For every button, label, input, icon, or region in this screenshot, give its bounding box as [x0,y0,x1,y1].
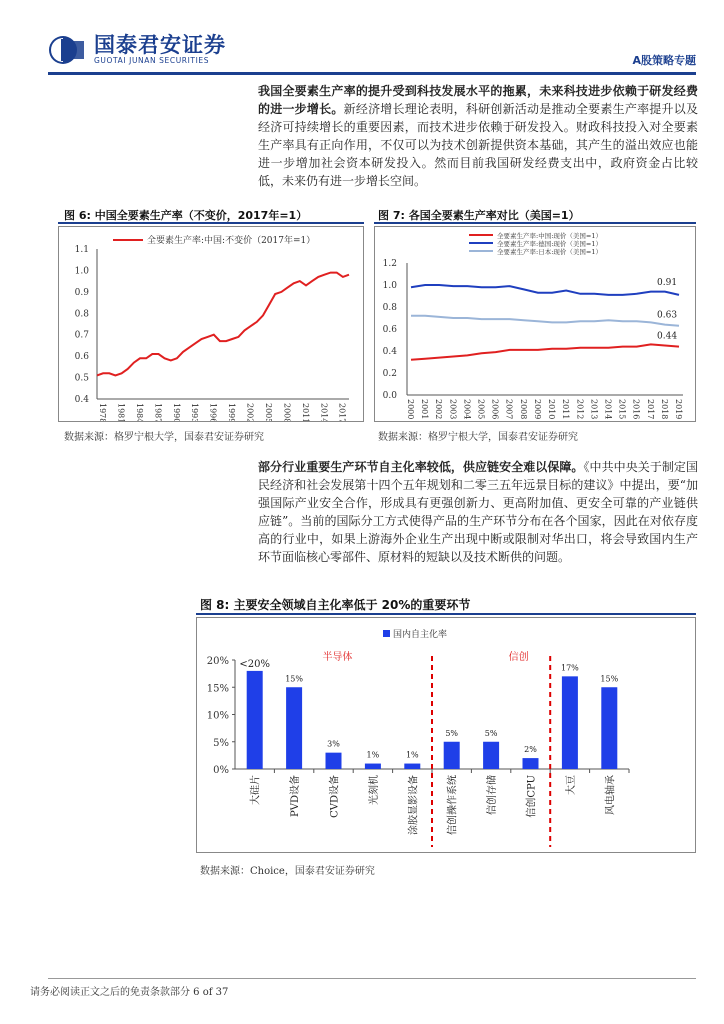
fig8-bar-label: 3% [327,739,340,749]
fig7-x-tick-label: 2005 [476,399,486,420]
fig6-y-tick-label: 1.1 [74,245,89,255]
fig7-x-tick-label: 2018 [659,399,669,420]
fig8-title-rule [196,613,696,615]
fig8-chart-frame [196,617,696,853]
fig7-chart-frame [374,226,696,422]
fig7-x-tick-label: 2015 [617,399,627,420]
fig7-x-tick-label: 2017 [645,399,655,420]
fig6-x-tick-label: 1981 [116,403,126,421]
fig7-source: 数据来源：格罗宁根大学，国泰君安证券研究 [378,432,578,443]
fig6-title-rule [58,222,364,224]
fig8-bar-label: 15% [600,674,619,684]
fig6-x-tick-label: 2011 [300,403,310,421]
fig7-x-tick-label: 2016 [631,399,641,420]
fig8-bar-label: 17% [561,663,579,673]
footer-disclaimer: 请务必阅读正文之后的免责条款部分 6 of 37 [30,987,229,998]
fig8-x-tick-label: 大豆 [565,775,577,795]
fig8-y-tick-label: 15% [206,683,229,695]
fig6-y-tick-label: 0.7 [74,330,89,341]
fig8-bar [404,764,420,769]
fig6-series-line [97,273,349,376]
fig8-bar [483,742,499,769]
fig6-x-tick-label: 1993 [190,403,200,421]
fig6-x-tick-label: 2002 [245,403,255,421]
fig7-x-tick-label: 2000 [406,399,415,420]
fig7-series-line-2 [411,316,679,326]
fig6-y-tick-label: 1.0 [74,266,89,277]
fig7-end-label-2: 0.63 [657,310,678,321]
fig7-y-tick-label: 1.2 [382,259,397,269]
fig8-bar-label: 5% [484,728,498,738]
fig6-x-tick-label: 2008 [282,403,292,421]
fig6-x-tick-label: 1996 [208,403,218,421]
fig8-x-tick-label: 信创操作系统 [447,775,459,835]
fig7-x-tick-label: 2012 [575,399,585,420]
fig8-x-tick-label: PVD设备 [290,775,302,817]
fig8-y-tick-label: 20% [206,656,229,667]
fig6-x-tick-label: 1984 [134,403,144,421]
fig8-x-tick-label: 涂胶显影设备 [408,775,420,835]
fig8-bar [326,753,342,769]
fig8-bar [601,687,617,769]
fig8-bar [247,671,263,769]
fig7-y-tick-label: 0.4 [382,347,397,357]
fig8-bar-label: 1% [366,750,380,760]
fig6-x-tick-label: 1999 [227,403,237,421]
fig8-x-tick-label: CVD设备 [329,775,341,818]
fig7-legend-label-0: 全要素生产率:中国:现价（美国=1） [497,232,602,240]
fig8-y-tick-label: 0% [213,765,229,776]
fig7-y-tick-label: 0.8 [382,303,397,313]
fig6-title: 图 6: 中国全要素生产率（不变价，2017年=1） [64,209,308,222]
fig8-bar-label: 2% [524,745,537,755]
paragraph-tfp-tech-bold: 我国全要素生产率的提升受到科技发展水平的拖累，未来科技进步依赖于研发经费的进一步增长。 [258,84,698,116]
paragraph-supply-chain-body: 《中共中央关于制定国民经济和社会发展第十四个五年规划和二零三五年远景目标的建议》中提出，要“加强国际产业安全合作，形成具有更强创新力、更高附加值、更安全可靠的产业链供应链”。当前的国际分工方式使得产品的生产环节分布在各个国家，因此在对依存度高的行业中，如果上游海外企业生产出现中断或限制对华出口，将会导致国内生产环节面临核心零部件、原材料的短缺以及技术断供的问题。 [258,460,698,564]
fig7-chart [375,227,695,421]
fig7-x-tick-label: 2019 [674,399,683,420]
fig7-x-tick-label: 2010 [547,399,557,420]
fig7-end-label-1: 0.91 [657,277,678,288]
fig6-x-tick-label: 2014 [319,403,329,421]
logo-cn-text: 国泰君安证券 [94,33,226,57]
logo-en-text: GUOTAI JUNAN SECURITIES [94,56,210,65]
fig7-title: 图 7: 各国全要素生产率对比（美国=1） [378,209,580,222]
fig6-x-tick-label: 1978 [98,403,107,421]
paragraph-supply-chain-bold: 部分行业重要生产环节自主化率较低，供应链安全难以保障。 [258,460,584,474]
fig8-bar [523,758,539,769]
fig7-y-tick-label: 1.0 [382,281,397,291]
fig6-x-tick-label: 1990 [171,403,181,421]
fig6-y-tick-label: 0.6 [74,352,89,363]
fig8-title: 图 8: 主要安全领域自主化率低于 20%的重要环节 [200,598,471,612]
fig8-x-tick-label: 信创存储 [487,775,499,815]
paragraph-tfp-tech [258,82,698,190]
fig6-y-tick-label: 0.4 [74,395,89,405]
fig8-chart [197,618,695,852]
fig7-x-tick-label: 2009 [532,399,542,420]
fig7-x-tick-label: 2004 [462,399,472,420]
section-label: A股策略专题 [632,54,696,67]
page-header [0,0,724,78]
fig8-x-tick-label: 信创CPU [526,775,538,818]
fig8-bar [444,742,460,769]
fig8-legend-swatch [383,630,390,637]
fig7-x-tick-label: 2006 [490,399,500,420]
fig7-legend-label-2: 全要素生产率:日本:现价（美国=1） [497,248,602,256]
fig8-bar [365,764,381,769]
fig8-legend-label: 国内自主化率 [393,630,448,640]
fig8-bar-label: <20% [239,658,271,670]
fig8-bar-label: 5% [445,728,459,738]
footer-divider [48,978,696,979]
fig8-bar-label: 1% [405,750,419,760]
fig6-x-tick-label: 2017 [337,403,347,421]
fig7-series-line-1 [411,285,679,295]
fig7-x-tick-label: 2011 [561,399,571,420]
header-divider [48,72,696,75]
fig8-group-annotation-0: 半导体 [322,652,353,663]
fig6-legend-label: 全要素生产率:中国:不变价（2017年=1） [147,236,316,246]
fig8-source: 数据来源：Choice，国泰君安证券研究 [200,866,375,877]
fig6-y-tick-label: 0.9 [74,287,89,298]
fig6-chart-frame [58,226,364,422]
fig8-group-annotation-1: 信创 [508,652,529,663]
fig6-y-tick-label: 0.5 [74,373,89,384]
fig7-series-line-0 [411,344,679,359]
fig6-x-tick-label: 2005 [263,403,273,421]
fig7-x-tick-label: 2013 [589,399,599,420]
paragraph-supply-chain [258,458,698,566]
fig7-title-rule [374,222,696,224]
fig6-source: 数据来源：格罗宁根大学，国泰君安证券研究 [64,432,264,443]
fig6-x-tick-label: 1987 [153,403,163,421]
fig7-x-tick-label: 2008 [518,399,528,420]
fig6-y-tick-label: 0.8 [74,309,89,320]
fig6-chart [59,227,363,421]
company-logo [48,34,226,65]
fig8-bar-label: 15% [285,674,303,684]
paragraph-tfp-tech-body: 新经济增长理论表明，科研创新活动是推动全要素生产率提升以及经济可持续增长的重要因素，而技术进步依赖于研发投入。财政科技投入对全要素生产率具有正向作用，不仅可以为技术创新提供资本基础，其产生的溢出效应也能进一步增加社会资本研发投入。然而目前我国研发经费支出中，政府资金占比较低，未来仍有进一步增长空间。 [258,102,698,188]
fig7-x-tick-label: 2003 [448,399,458,420]
fig8-y-tick-label: 5% [213,737,229,749]
fig8-x-tick-label: 风电轴承 [605,775,617,815]
fig7-end-label-0: 0.44 [657,331,678,342]
fig7-y-tick-label: 0.6 [382,325,397,335]
logo-icon [48,35,88,65]
fig8-x-tick-label: 大硅片 [250,775,262,805]
fig7-y-tick-label: 0.2 [382,369,397,379]
fig7-x-tick-label: 2001 [420,399,430,420]
fig7-x-tick-label: 2014 [603,399,613,420]
fig8-y-tick-label: 10% [206,710,229,722]
fig8-bar [286,687,302,769]
fig7-x-tick-label: 2007 [504,399,514,420]
fig8-x-tick-label: 光刻机 [368,775,380,805]
fig8-bar [562,676,578,769]
fig7-x-tick-label: 2002 [434,399,444,420]
fig7-y-tick-label: 0.0 [382,391,397,401]
fig7-legend-label-1: 全要素生产率:德国:现价（美国=1） [497,240,602,248]
